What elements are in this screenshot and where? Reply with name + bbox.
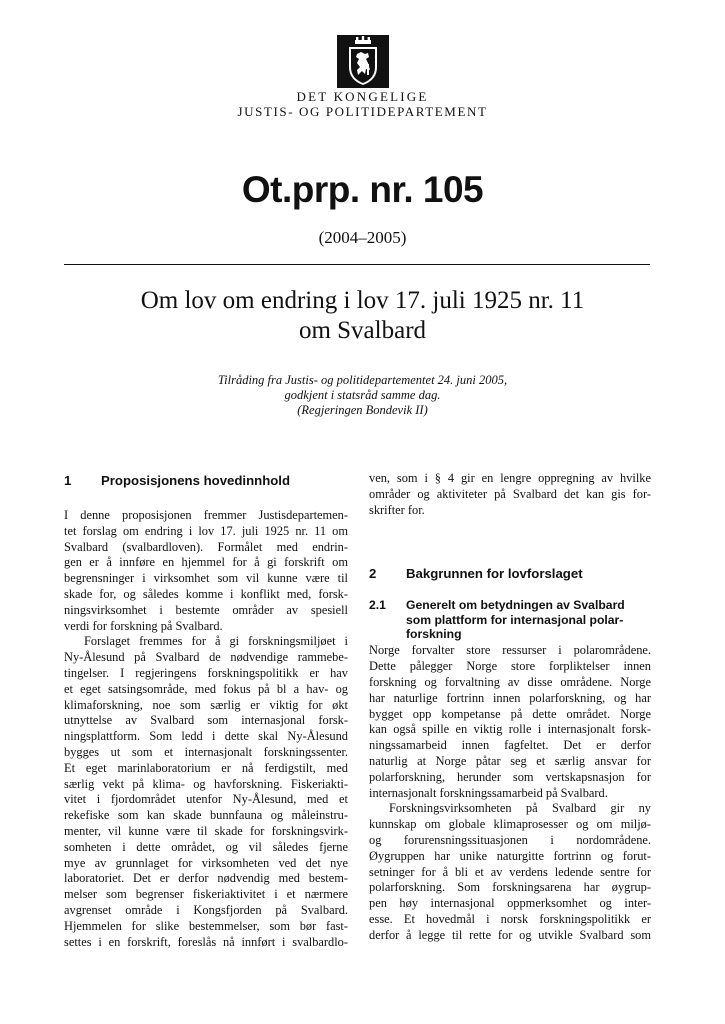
text-line: mye av grunnlaget for virksomheten ved det nye xyxy=(64,855,348,870)
ministry-name-line-1: DET KONGELIGE xyxy=(296,89,429,104)
text-line: tet forslag om endring i lov 17. juli 1925 nr. 11 om xyxy=(64,523,348,538)
text-line: skrifter for. xyxy=(369,502,425,517)
section-2-heading xyxy=(369,564,651,584)
title-divider xyxy=(64,264,650,265)
approval-line-3: (Regjeringen Bondevik II) xyxy=(297,403,428,417)
section-2-1-title-line: som plattform for internasjonal polar- xyxy=(406,612,624,627)
ministry-name-line-2: JUSTIS- OG POLITIDEPARTEMENT xyxy=(237,104,488,119)
text-line: utnyttelse av Svalbard som internasjonal forsk- xyxy=(64,713,348,728)
text-line: Svalbard (svalbardloven). Formålet med endrin- xyxy=(64,539,348,554)
crest xyxy=(310,34,416,88)
text-line: ven, som i § 4 gir en lengre oppregning av hvilke xyxy=(369,471,651,485)
text-line: Øygruppen har unike naturgitte fortrinn og forut- xyxy=(369,848,651,863)
text-line: har naturlige fortrinn innen polarforskning, og har xyxy=(369,690,651,705)
text-line: begrensninger i virksomhet som vil kunne være til xyxy=(64,571,348,586)
section-1-title: Proposisjonens hovedinnhold xyxy=(101,473,291,488)
section-2-1-title-line: forskning xyxy=(406,627,462,642)
text-line: naturlig at Norge påtar seg et særlig ansvar for xyxy=(369,753,651,768)
text-line: somheten i dette området, og vil således fjerne xyxy=(64,839,348,854)
text-line: forskning og forvaltning av disse områdene. Norge xyxy=(369,674,651,689)
text-line: et eget satsingsområde, med fokus på bl a hav- og xyxy=(64,681,348,696)
document-number: Ot.prp. nr. 105 xyxy=(241,169,484,210)
text-line: polarforskning. Som forskningsarena har øygrup- xyxy=(369,880,651,895)
text-line: pen høy internasjonal oppmerksomhet og inter- xyxy=(369,896,651,911)
text-line: bygges ut som et internasjonalt forskningssenter. xyxy=(64,744,348,759)
document-title-line-1: Om lov om endring i lov 17. juli 1925 nr. 11 xyxy=(140,287,585,314)
text-line: klimaforskning, noe som særlig er viktig for økt xyxy=(64,697,348,712)
text-line: og forurensningssituasjonen i nordområdene. xyxy=(369,832,651,847)
text-line: tingelser. I regjeringens forskningspolitikk er hav xyxy=(64,665,348,680)
approval-line-2: godkjent i statsråd samme dag. xyxy=(284,388,441,402)
text-line: Norge forvalter store ressurser i polarområdene. xyxy=(369,643,651,658)
section-1-number: 1 xyxy=(64,473,72,488)
text-line: I denne proposisjonen fremmer Justisdepartemen- xyxy=(64,508,348,522)
section-1-heading xyxy=(64,471,348,491)
text-line: laboratoriet. Det er derfor nødvendig med bestem- xyxy=(64,871,348,886)
section-2-1-title-line: Generelt om betydningen av Svalbard xyxy=(406,598,625,613)
left-column xyxy=(64,471,348,950)
text-line: gen er å innføre en hjemmel for å gi forskrift om xyxy=(64,555,348,570)
text-line: områder og aktiviteter på Svalbard det kan gis for- xyxy=(369,486,651,501)
text-line: verdi for forskning på Svalbard. xyxy=(64,618,223,633)
section-2-number: 2 xyxy=(369,566,377,582)
text-line: skade for, og således komme i konflikt med, forsk- xyxy=(64,586,348,601)
document-title-line-2: om Svalbard xyxy=(298,317,427,344)
text-line: ningsplattform. Som ledd i dette skal Ny-Ålesund xyxy=(64,729,348,744)
text-line: avgrenset område i Kongsfjorden på Svalbard. xyxy=(64,902,348,917)
text-line: Forslaget fremmes for å gi forskningsmiljøet i xyxy=(84,634,348,649)
text-line: settes i en forskrift, foreslås nå innført i svalbardlo- xyxy=(64,934,348,949)
section-2-1-heading xyxy=(369,598,651,643)
text-line: ningsvirksomhet i bestemte områder av spesiell xyxy=(64,602,348,617)
text-line: esse. Et hovedmål i norsk forskningspolitikk er xyxy=(369,911,651,926)
text-line: setninger for å bli et av verdens ledende sentre for xyxy=(369,864,651,879)
text-line: internasjonalt forskningssamarbeid på Svalbard. xyxy=(369,785,608,800)
text-line: menter, vil kunne være til skade for forskningsvirk- xyxy=(64,823,348,838)
section-2-title: Bakgrunnen for lovforslaget xyxy=(406,566,583,582)
text-line: melser som begrenser fiskeriaktivitet i et nærmere xyxy=(64,887,348,902)
session-period: (2004–2005) xyxy=(318,228,407,247)
norwegian-coat-of-arms-icon xyxy=(310,34,416,88)
text-line: polarforskning, herunder som vertskapsnasjon for xyxy=(369,769,651,784)
text-line: Ny-Ålesund på Svalbard de nødvendige rammebe- xyxy=(64,650,348,665)
text-line: Hjemmelen for slike bestemmelser, som bør fast- xyxy=(64,918,348,933)
text-line: derfor å legge til rette for og utvikle Svalbard som xyxy=(369,927,651,942)
text-line: kunnskap om globale klimaprosesser og om miljø- xyxy=(369,817,651,832)
text-line: bygget opp kompetanse på dette området. Norge xyxy=(369,706,651,721)
text-line: kan også spille en viktig rolle i internasjonalt forsk- xyxy=(369,722,651,737)
approval-line-1: Tilråding fra Justis- og politidepartementet 24. juni 2005, xyxy=(217,373,508,387)
text-line: rekefiske som kan skade bunnfauna og måleinstru- xyxy=(64,808,348,823)
text-line: ningssamarbeid innen fagfeltet. Det er derfor xyxy=(369,738,651,753)
text-line: særlig vekt på klima- og havforskning. Fiskeriakti- xyxy=(64,776,348,791)
text-line: Forskningsvirksomheten på Svalbard gir ny xyxy=(389,801,651,816)
text-line: vitet i fjordområdet utenfor Ny-Ålesund, med et xyxy=(64,792,348,807)
section-2-1-number: 2.1 xyxy=(369,598,386,613)
section-2-1-title xyxy=(406,598,625,642)
text-line: Dette pålegger Norge store forpliktelser innen xyxy=(369,659,651,674)
text-line: Et eget marinlaboratorium er nå ferdigstilt, med xyxy=(64,760,348,775)
right-column xyxy=(369,471,651,944)
